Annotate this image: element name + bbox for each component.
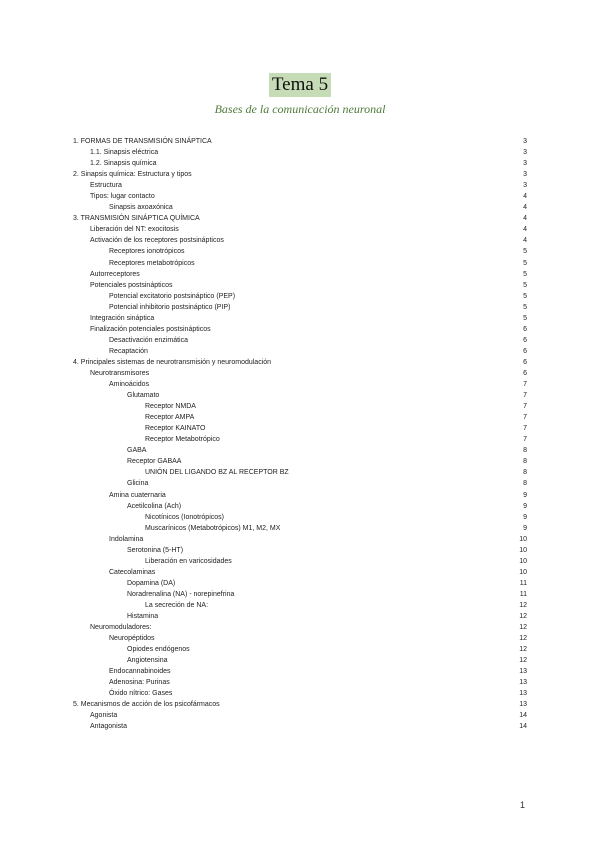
toc-entry-label: Aminoácidos — [109, 381, 150, 389]
toc-entry-label: Tipos: lugar contacto — [90, 193, 155, 201]
toc-entry[interactable] — [0, 258, 600, 269]
toc-entry-label: Receptor AMPA — [145, 414, 195, 422]
toc-entry-label: Neuropéptidos — [109, 635, 155, 643]
toc-entry-page: 4 — [523, 215, 527, 223]
toc-entry-page: 5 — [523, 270, 527, 278]
toc-entry[interactable] — [0, 269, 600, 280]
toc-entry[interactable] — [0, 589, 600, 600]
toc-entry-page: 3 — [523, 182, 527, 190]
toc-entry-label: Receptor GABAA — [127, 458, 182, 466]
toc-entry-page: 11 — [519, 579, 527, 587]
toc-entry-label: Receptor Metabotrópico — [145, 436, 220, 444]
toc-entry-label: Amina cuaternaria — [109, 491, 166, 499]
toc-entry-page: 7 — [523, 381, 527, 389]
toc-entry-page: 4 — [523, 204, 527, 212]
toc-entry-page: 6 — [523, 358, 527, 366]
toc-entry[interactable] — [0, 302, 600, 313]
toc-entry[interactable] — [0, 313, 600, 324]
toc-entry-page: 11 — [519, 590, 527, 598]
toc-entry[interactable] — [0, 710, 600, 721]
toc-entry-label: Nicotínicos (Ionotrópicos) — [145, 513, 224, 521]
toc-entry-page: 12 — [519, 613, 527, 621]
toc-entry[interactable] — [0, 180, 600, 191]
toc-entry-page: 6 — [523, 369, 527, 377]
toc-entry-page: 12 — [519, 635, 527, 643]
toc-entry-page: 5 — [523, 259, 527, 267]
toc-entry[interactable] — [0, 523, 600, 534]
toc-entry-page: 13 — [519, 668, 527, 676]
toc-entry-page: 5 — [523, 292, 527, 300]
toc-entry-label: 1.1. Sinapsis eléctrica — [90, 149, 159, 157]
page-number: 1 — [519, 800, 525, 810]
toc-entry-label: Opiodes endógenos — [127, 646, 190, 654]
toc-entry-label: Potenciales postsinápticos — [90, 281, 173, 289]
toc-entry-page: 7 — [523, 392, 527, 400]
toc-entry-page: 4 — [523, 193, 527, 201]
toc-entry-page: 10 — [519, 568, 527, 576]
toc-entry[interactable] — [0, 478, 600, 489]
toc-entry-label: Glicina — [127, 480, 149, 488]
toc-entry-label: Receptor NMDA — [145, 403, 196, 411]
toc-entry[interactable] — [0, 688, 600, 699]
toc-entry[interactable] — [0, 644, 600, 655]
toc-entry-page: 5 — [523, 248, 527, 256]
toc-entry-label: Finalización potenciales postsinápticos — [90, 325, 211, 333]
toc-entry[interactable] — [0, 445, 600, 456]
toc-entry-label: Noradrenalina (NA) - norepinefrina — [127, 590, 235, 598]
toc-entry[interactable] — [0, 578, 600, 589]
toc-entry[interactable] — [0, 677, 600, 688]
toc-entry-page: 13 — [519, 679, 527, 687]
toc-entry-label: GABA — [127, 447, 147, 455]
toc-entry-page: 7 — [523, 436, 527, 444]
toc-entry-page: 12 — [519, 646, 527, 654]
toc-entry-page: 10 — [519, 546, 527, 554]
toc-entry-page: 9 — [523, 524, 527, 532]
toc-entry[interactable] — [0, 390, 600, 401]
toc-entry-page: 12 — [519, 657, 527, 665]
toc-entry-label: 4. Principales sistemas de neurotransmisión y neuromodulación — [73, 358, 272, 366]
toc-entry-page: 3 — [523, 138, 527, 145]
toc-entry-page: 6 — [523, 347, 527, 355]
toc-entry-label: Liberación en varicosidades — [145, 557, 232, 565]
toc-entry-label: Glutamato — [127, 392, 160, 400]
toc-entry[interactable] — [0, 699, 600, 710]
toc-entry-page: 4 — [523, 226, 527, 234]
toc-entry-label: 3. TRANSMISIÓN SINÁPTICA QUÍMICA — [73, 215, 200, 223]
page-subtitle: Bases de la comunicación neuronal — [214, 102, 386, 116]
toc-entry-label: La secreción de NA: — [145, 601, 209, 609]
toc-entry-label: Óxido nítrico: Gases — [109, 690, 173, 698]
toc-entry[interactable] — [0, 224, 600, 235]
title-container — [0, 73, 600, 97]
toc-entry-page: 5 — [523, 314, 527, 322]
toc-entry-page: 10 — [519, 557, 527, 565]
toc-entry[interactable] — [0, 401, 600, 412]
toc-entry[interactable] — [0, 368, 600, 379]
toc-entry-label: Dopamina (DA) — [127, 579, 176, 587]
toc-entry-label: Receptores metabotrópicos — [109, 259, 195, 267]
toc-entry[interactable] — [0, 346, 600, 357]
toc-entry[interactable] — [0, 512, 600, 523]
toc-entry[interactable] — [0, 501, 600, 512]
toc-entry-label: Recaptación — [109, 347, 148, 355]
toc-entry[interactable] — [0, 213, 600, 224]
toc-entry-label: Potencial inhibitorio postsináptico (PIP) — [109, 303, 231, 311]
toc-entry-page: 3 — [523, 171, 527, 179]
table-of-contents — [0, 136, 600, 733]
toc-entry-label: UNIÓN DEL LIGANDO BZ AL RECEPTOR BZ — [145, 469, 289, 477]
toc-entry-page: 9 — [523, 502, 527, 510]
toc-entry[interactable] — [0, 545, 600, 556]
toc-entry-label: Endocannabinoides — [109, 668, 171, 676]
toc-entry[interactable] — [0, 291, 600, 302]
toc-entry-label: Receptor KAINATO — [145, 425, 206, 433]
toc-entry-page: 8 — [523, 480, 527, 488]
toc-entry-label: 2. Sinapsis química: Estructura y tipos — [73, 171, 192, 179]
toc-entry-page: 8 — [523, 469, 527, 477]
toc-entry[interactable] — [0, 246, 600, 257]
toc-entry-label: Autorreceptores — [90, 270, 140, 278]
toc-entry[interactable] — [0, 467, 600, 478]
toc-entry-page: 10 — [519, 535, 527, 543]
toc-entry-page: 5 — [523, 281, 527, 289]
toc-entry[interactable] — [0, 556, 600, 567]
toc-entry-page: 8 — [523, 458, 527, 466]
toc-entry-page: 9 — [523, 513, 527, 521]
toc-entry[interactable] — [0, 202, 600, 213]
toc-entry[interactable] — [0, 622, 600, 633]
toc-entry-page: 14 — [519, 723, 527, 731]
toc-entry-label: 5. Mecanismos de acción de los psicofármacos — [73, 701, 220, 709]
toc-entry-label: Indolamina — [109, 535, 144, 543]
toc-entry[interactable] — [0, 655, 600, 666]
toc-entry-page: 4 — [523, 237, 527, 245]
toc-entry-label: Acetilcolina (Ach) — [127, 502, 182, 510]
toc-entry[interactable] — [0, 600, 600, 611]
toc-entry[interactable] — [0, 721, 600, 732]
toc-entry-page: 3 — [523, 149, 527, 157]
toc-entry-label: Adenosina: Purinas — [109, 679, 170, 687]
toc-entry-page: 12 — [519, 624, 527, 632]
toc-entry[interactable] — [0, 280, 600, 291]
toc-entry[interactable] — [0, 147, 600, 158]
toc-entry[interactable] — [0, 357, 600, 368]
toc-entry-label: Receptores ionotrópicos — [109, 248, 185, 256]
toc-entry-page: 9 — [523, 491, 527, 499]
toc-entry[interactable] — [0, 335, 600, 346]
toc-entry-page: 7 — [523, 403, 527, 411]
toc-entry-label: 1.2. Sinapsis química — [90, 160, 157, 168]
toc-entry-label: Sinapsis axoaxónica — [109, 204, 173, 212]
toc-entry-label: Antagonista — [90, 723, 127, 731]
toc-entry[interactable] — [0, 456, 600, 467]
page-title: Tema 5 — [269, 73, 331, 97]
toc-entry[interactable] — [0, 434, 600, 445]
toc-entry[interactable] — [0, 666, 600, 677]
toc-entry-page: 7 — [523, 425, 527, 433]
toc-entry-page: 13 — [519, 690, 527, 698]
toc-entry-label: Integración sináptica — [90, 314, 155, 322]
toc-entry-page: 6 — [523, 336, 527, 344]
toc-entry-label: Catecolaminas — [109, 568, 156, 576]
toc-entry-page: 13 — [519, 701, 527, 709]
toc-entry-page: 3 — [523, 160, 527, 168]
toc-entry-label: Agonista — [90, 712, 118, 720]
toc-entry[interactable] — [0, 235, 600, 246]
toc-entry[interactable] — [0, 423, 600, 434]
toc-entry-label: Neuromoduladores: — [90, 624, 152, 632]
toc-entry[interactable] — [0, 158, 600, 169]
toc-entry[interactable] — [0, 136, 600, 147]
toc-entry[interactable] — [0, 534, 600, 545]
toc-entry[interactable] — [0, 324, 600, 335]
toc-entry-label: Muscarínicos (Metabotrópicos) M1, M2, MX — [145, 524, 281, 532]
toc-entry-label: Histamina — [127, 613, 159, 621]
toc-entry-label: Potencial excitatorio postsináptico (PEP) — [109, 292, 236, 300]
toc-entry-page: 7 — [523, 414, 527, 422]
toc-entry[interactable] — [0, 611, 600, 622]
toc-entry[interactable] — [0, 379, 600, 390]
toc-entry-label: Activación de los receptores postsinápticos — [90, 237, 224, 245]
toc-entry[interactable] — [0, 412, 600, 423]
toc-entry[interactable] — [0, 490, 600, 501]
toc-entry-page: 5 — [523, 303, 527, 311]
toc-entry-label: Neurotransmisores — [90, 369, 150, 377]
toc-entry-label: Angiotensina — [127, 657, 168, 665]
toc-entry[interactable] — [0, 191, 600, 202]
toc-entry-label: 1. FORMAS DE TRANSMISIÓN SINÁPTICA — [73, 138, 212, 145]
toc-entry[interactable] — [0, 169, 600, 180]
toc-entry-page: 6 — [523, 325, 527, 333]
toc-entry[interactable] — [0, 633, 600, 644]
toc-entry-page: 14 — [519, 712, 527, 720]
toc-entry-label: Estructura — [90, 182, 122, 190]
toc-entry-page: 8 — [523, 447, 527, 455]
toc-entry-label: Desactivación enzimática — [109, 336, 188, 344]
toc-entry-label: Liberación del NT: exocitosis — [90, 226, 179, 234]
toc-entry-label: Serotonina (5-HT) — [127, 546, 184, 554]
toc-entry-page: 12 — [519, 601, 527, 609]
toc-entry[interactable] — [0, 567, 600, 578]
